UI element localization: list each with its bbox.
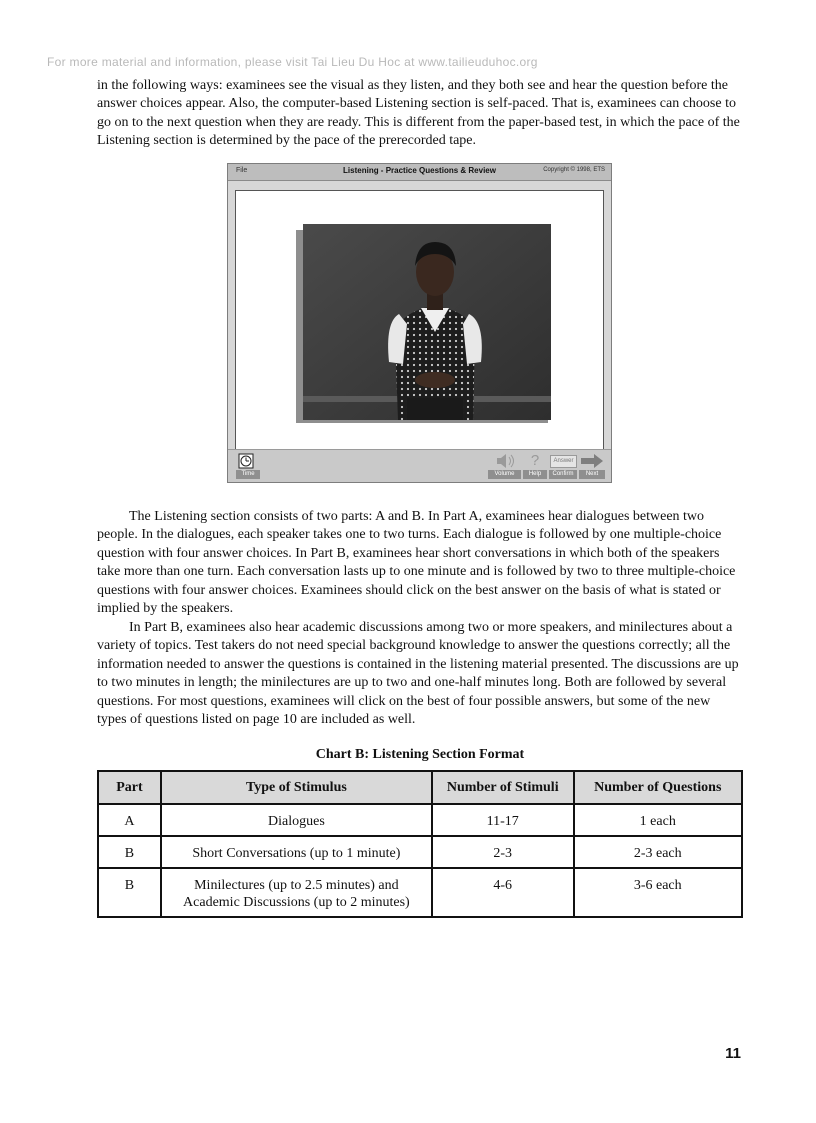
help-icon: ? [530, 452, 540, 469]
cell-num-stimuli: 4-6 [432, 868, 574, 917]
table-row [98, 868, 742, 917]
cell-num-questions: 2-3 each [574, 836, 743, 868]
cell-part: A [98, 804, 161, 836]
cell-stimulus [161, 868, 432, 917]
screenshot-toolbar [228, 449, 611, 482]
speaker-icon [493, 453, 517, 469]
chart-title: Chart B: Listening Section Format [315, 747, 525, 762]
body-paragraph-part-b: In Part B, examinees also hear academic discussions among two or more speakers, and minilectures about a variety of topics. Test takers do not need special background knowledge to answer the questions correctly; all the information needed to answer the questions is contained in the listening material presented. The discussions are up to two minutes in length; the minilectures are up to two and one-half minutes long. Both are followed by several questions. For most questions, examinees will click on the best of four possible answers, but some of the new types of questions listed on page 10 are included as well. [97, 620, 739, 728]
listening-format-table [97, 770, 743, 918]
cell-stimulus: Short Conversations (up to 1 minute) [161, 836, 432, 868]
table-row [98, 804, 742, 836]
answer-label: Answer [550, 455, 577, 468]
file-menu: File [236, 167, 248, 174]
lecturer-photo [303, 224, 551, 420]
watermark: For more material and information, please visit Tai Lieu Du Hoc at www.tailieuduhoc.org [47, 55, 538, 69]
table-header-row [98, 771, 742, 804]
cell-num-questions: 1 each [574, 804, 743, 836]
next-arrow-icon [579, 453, 605, 469]
header-number-of-questions: Number of Questions [574, 771, 743, 804]
cell-stimulus: Dialogues [161, 804, 432, 836]
help-button: Help [523, 470, 547, 479]
cell-stimulus-line-2: Academic Discussions (up to 2 minutes) [183, 895, 410, 910]
clock-icon [238, 453, 254, 469]
screenshot-title: Listening - Practice Questions & Review [343, 166, 496, 175]
body-paragraph-parts: The Listening section consists of two parts: A and B. In Part A, examinees hear dialogues between two people. In the dialogues, each speaker takes one to two turns. Each dialogue is followed by one multiple-choice question with four answer choices. In Part B, examinees hear short conversations in which both of the speakers take more than one turn. Each conversation lasts up to one minute and is followed by two to three multiple-choice questions with four answer choices. Examinees should click on the best answer on the basis of what is stated or implied by the speakers. [97, 509, 736, 617]
next-button: Next [579, 470, 605, 479]
cell-stimulus-line-1: Minilectures (up to 2.5 minutes) and [194, 878, 399, 893]
time-button: Time [236, 470, 260, 479]
header-type-of-stimulus: Type of Stimulus [161, 771, 432, 804]
cell-num-questions: 3-6 each [574, 868, 743, 917]
cell-num-stimuli: 11-17 [432, 804, 574, 836]
page-number: 11 [725, 1045, 741, 1062]
header-number-of-stimuli: Number of Stimuli [432, 771, 574, 804]
intro-paragraph: in the following ways: examinees see the visual as they listen, and they both see and hear the question before the answer choices appear. Also, the computer-based Listening section is self-paced. That is, examinees can choose to go on to the next question when they are ready. This is different from the paper-based test, in which the pace of the Listening section is determined by the pace of the prerecorded tape. [97, 78, 740, 149]
cell-part: B [98, 868, 161, 917]
cell-part: B [98, 836, 161, 868]
header-part: Part [98, 771, 161, 804]
table-row [98, 836, 742, 868]
screenshot-title-bar [228, 164, 611, 181]
volume-button: Volume [488, 470, 521, 479]
confirm-button: Confirm [549, 470, 577, 479]
cell-num-stimuli: 2-3 [432, 836, 574, 868]
screenshot-copyright: Copyright © 1998, ETS [543, 167, 605, 173]
